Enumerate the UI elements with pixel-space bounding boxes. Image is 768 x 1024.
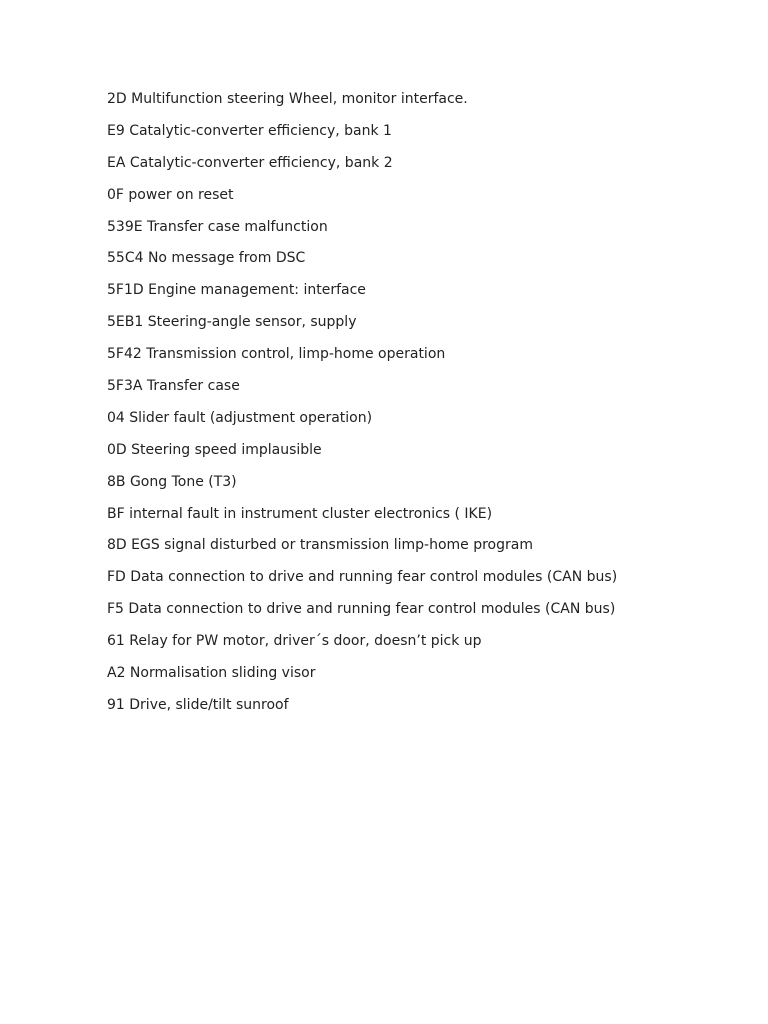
fault-code-line: 2D Multifunction steering Wheel, monitor interface. xyxy=(107,91,468,107)
fault-code-line: 5EB1 Steering-angle sensor, supply xyxy=(107,314,357,331)
fault-code-line: 5F42 Transmission control, limp-home operation xyxy=(107,346,446,363)
fault-code-line: 8D EGS signal disturbed or transmission limp-home program xyxy=(107,537,533,554)
fault-code-list xyxy=(107,88,617,726)
fault-code-line: 539E Transfer case malfunction xyxy=(107,218,328,235)
fault-code-line: A2 Normalisation sliding visor xyxy=(107,665,316,682)
fault-code-line: E9 Catalytic-converter efficiency, bank 1 xyxy=(107,122,392,139)
fault-code-line: 0F power on reset xyxy=(107,186,234,203)
fault-code-line: 0D Steering speed implausible xyxy=(107,441,322,458)
fault-code-line: 55C4 No message from DSC xyxy=(107,250,306,267)
fault-code-line: FD Data connection to drive and running fear control modules (CAN bus) xyxy=(107,569,618,586)
fault-code-line: 5F3A Transfer case xyxy=(107,378,240,395)
fault-code-line: BF internal fault in instrument cluster electronics ( IKE) xyxy=(107,505,493,522)
fault-code-line: 91 Drive, slide/tilt sunroof xyxy=(107,696,289,713)
fault-code-line: 04 Slider fault (adjustment operation) xyxy=(107,409,373,426)
fault-code-line: 5F1D Engine management: interface xyxy=(107,282,366,299)
fault-code-line: 61 Relay for PW motor, driver´s door, doesn’t pick up xyxy=(107,633,482,650)
fault-code-line: EA Catalytic-converter efficiency, bank 2 xyxy=(107,154,393,171)
fault-code-line: 8B Gong Tone (T3) xyxy=(107,473,237,490)
fault-code-line: F5 Data connection to drive and running fear control modules (CAN bus) xyxy=(107,601,616,618)
